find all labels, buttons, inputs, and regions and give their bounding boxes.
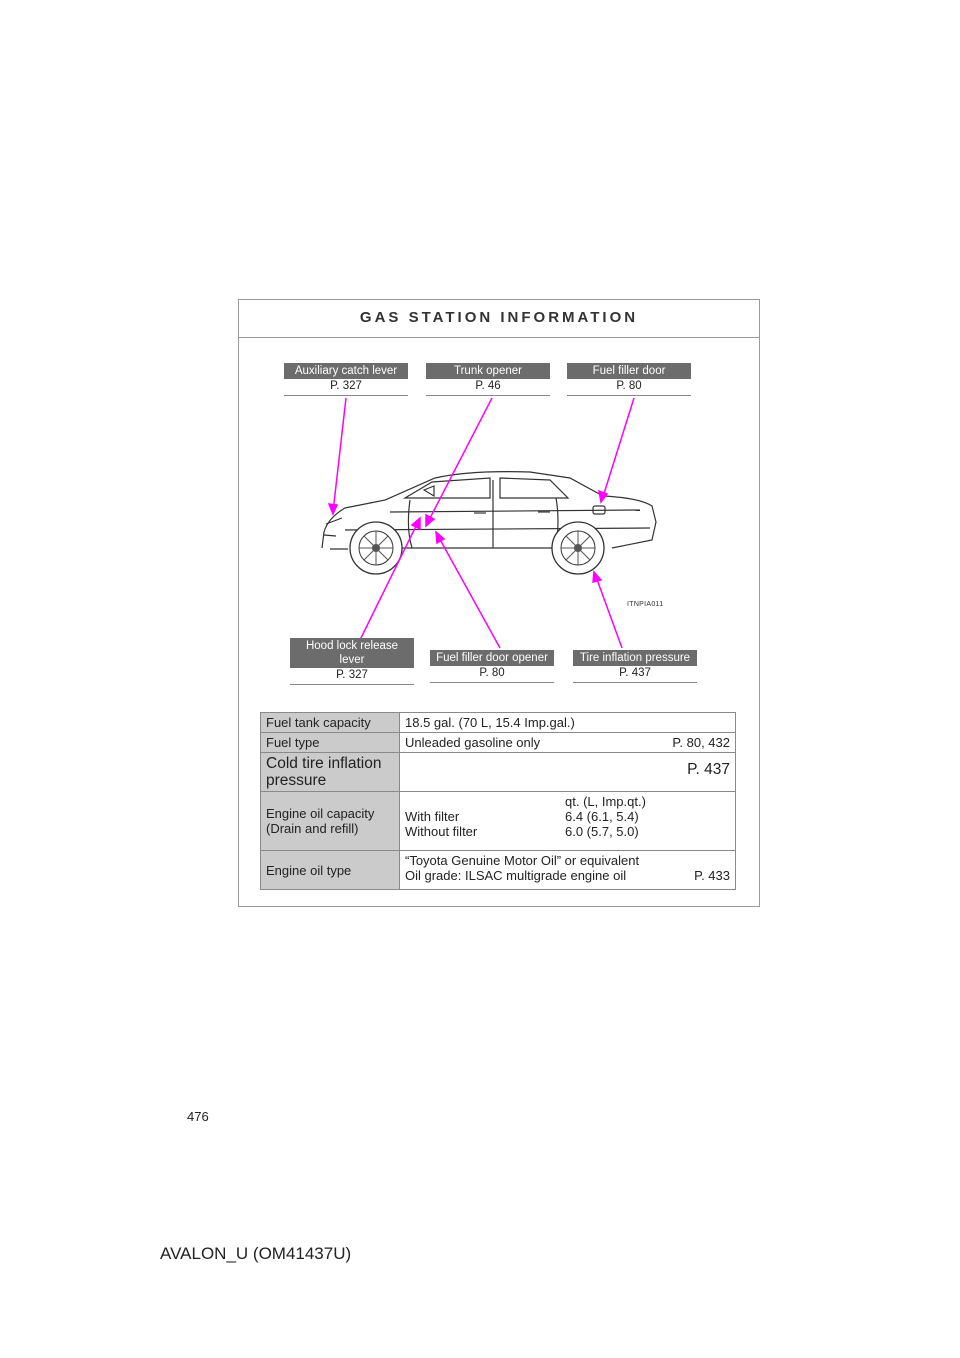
tag-hood-lock-release-lever [290, 638, 414, 685]
value-fuel-tank-capacity: 18.5 gal. (70 L, 15.4 Imp.gal.) [400, 713, 736, 733]
without-filter-label: Without filter [405, 824, 478, 839]
value-engine-oil-capacity [400, 792, 736, 851]
tag-page-ref: P. 437 [573, 666, 697, 683]
page-number: 476 [187, 1109, 209, 1124]
tag-page-ref: P. 327 [290, 668, 414, 685]
value-engine-oil-type [400, 851, 736, 890]
image-code: ITNPIA011 [627, 601, 664, 608]
arrow-head-icon [436, 532, 444, 543]
leader-tire-inflation [595, 574, 622, 648]
fuel-type-text: Unleaded gasoline only [405, 735, 541, 750]
table-row [261, 851, 736, 890]
leader-fuel-filler-door [602, 398, 634, 500]
tag-label: Fuel filler door opener [430, 650, 554, 666]
with-filter-value: 6.4 (6.1, 5.4) [565, 809, 639, 824]
page-ref: P. 80, 432 [672, 735, 730, 750]
arrow-head-icon [593, 572, 601, 582]
with-filter-label: With filter [405, 809, 460, 824]
tag-tire-inflation-pressure [573, 650, 697, 683]
key-engine-oil-capacity: Engine oil capacity (Drain and refill) [261, 792, 400, 851]
arrow-head-icon [426, 515, 434, 526]
arrow-head-icon [412, 518, 420, 529]
table-row [261, 713, 736, 733]
table-row [261, 753, 736, 792]
table-row [261, 792, 736, 851]
table-row [261, 733, 736, 753]
page-ref: P. 433 [694, 868, 730, 883]
tag-label: Tire inflation pressure [573, 650, 697, 666]
rear-wheel [552, 522, 604, 574]
tag-page-ref: P. 80 [430, 666, 554, 683]
key-engine-oil-type: Engine oil type [261, 851, 400, 890]
oil-unit: qt. (L, Imp.qt.) [565, 794, 646, 809]
value-fuel-type [400, 733, 736, 753]
without-filter-value: 6.0 (5.7, 5.0) [565, 824, 639, 839]
leader-fuel-filler-door-opener [437, 534, 500, 648]
arrow-head-icon [599, 491, 607, 502]
tag-page-ref: P. 46 [426, 379, 550, 396]
tag-label: Auxiliary catch lever [284, 363, 408, 379]
spec-table [260, 712, 736, 890]
arrow-head-icon [329, 504, 337, 514]
tag-label: Trunk opener [426, 363, 550, 379]
tag-page-ref: P. 327 [284, 379, 408, 396]
key-cold-tire-inflation-pressure: Cold tire inflation pressure [261, 753, 400, 792]
tag-label: Fuel filler door [567, 363, 691, 379]
panel-title: GAS STATION INFORMATION [239, 300, 759, 338]
key-fuel-tank-capacity: Fuel tank capacity [261, 713, 400, 733]
tag-page-ref: P. 80 [567, 379, 691, 396]
tag-fuel-filler-door-opener [430, 650, 554, 683]
value-cold-tire-inflation-pressure [400, 753, 736, 792]
page-ref: P. 437 [687, 761, 730, 778]
tag-label: Hood lock release lever [290, 638, 414, 668]
front-wheel [350, 522, 402, 574]
oil-type-line2: Oil grade: ILSAC multigrade engine oil [405, 868, 627, 883]
manual-code: AVALON_U (OM41437U) [160, 1244, 352, 1263]
leader-auxiliary-catch-lever [333, 398, 346, 512]
oil-type-line1: “Toyota Genuine Motor Oil” or equivalent [405, 853, 640, 868]
key-fuel-type: Fuel type [261, 733, 400, 753]
leader-trunk-opener [427, 398, 492, 524]
